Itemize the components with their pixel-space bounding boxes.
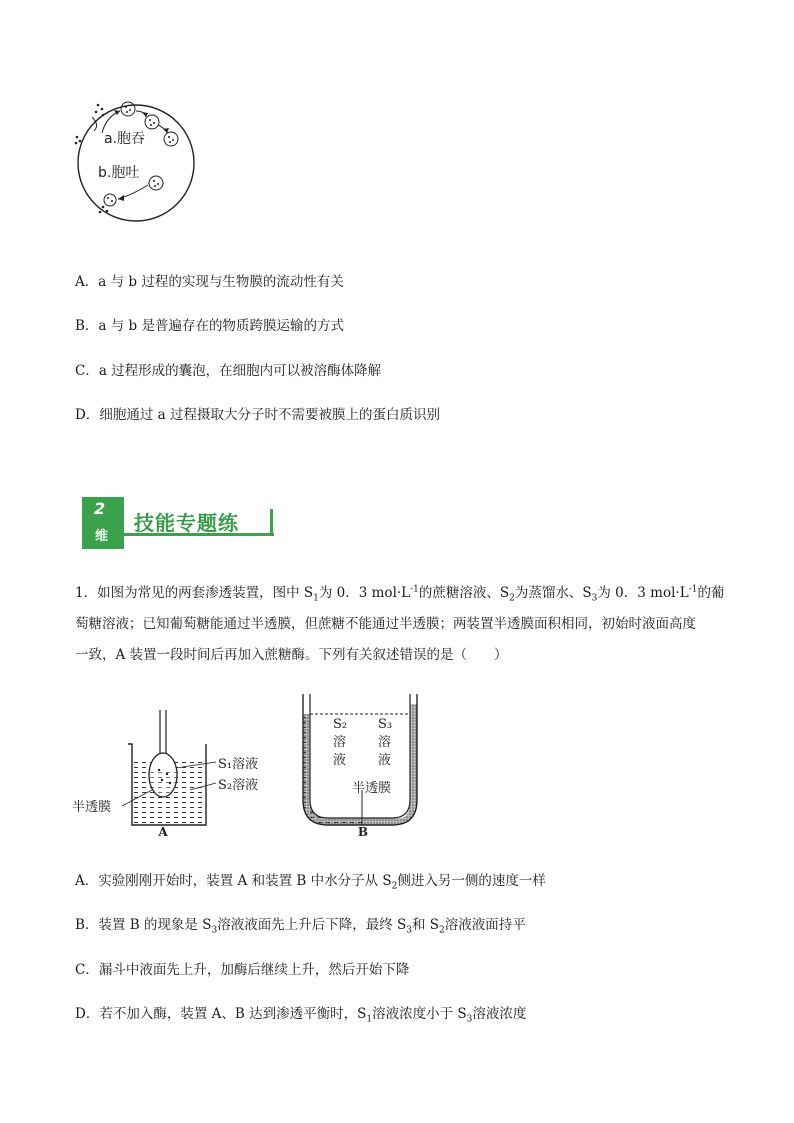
label-membrane-b: 半透膜 (352, 781, 392, 796)
label-b-s2-char1: 溶 (333, 735, 347, 750)
answer-a: A．实验刚刚开始时，装置 A 和装置 B 中水分子从 $S_2$侧进入另一侧的速度一样 (75, 873, 546, 892)
caption-b: B (357, 825, 369, 839)
question-1-line-1: 1．如图为常见的两套渗透装置，图中 $S_1$为 0．3 $mol\cdot L^{-1}$的蔗糖溶液、$S_2$为蒸馏水、$S_3$为 0．3 $mol\cdot L^{-1}$的葡 (75, 584, 725, 604)
osmosis-figure (70, 690, 430, 840)
label-membrane-a: 半透膜 (72, 800, 112, 815)
question-1-stem (75, 578, 725, 671)
question-1-line-3: 一致，A 装置一段时间后再加入蔗糖酶。下列有关叙述错误的是（ ） (75, 647, 508, 663)
cell-figure (70, 95, 200, 225)
option-d: D．细胞通过 a 过程摄取大分子时不需要被膜上的蛋白质识别 (75, 407, 440, 423)
label-exocytosis: b.胞吐 (98, 165, 140, 181)
answer-c: C．漏斗中液面先上升，加酶后继续上升，然后开始下降 (75, 962, 410, 978)
label-s2-solution: S₂溶液 (218, 778, 259, 793)
label-b-s3-char2: 液 (378, 753, 392, 768)
option-b: B．a 与 b 是普遍存在的物质跨膜运输的方式 (75, 318, 344, 334)
label-b-s2-char2: 液 (333, 753, 347, 768)
option-c: C．a 过程形成的囊泡，在细胞内可以被溶酶体降解 (75, 363, 382, 379)
apparatus-a (122, 710, 216, 825)
label-s1-solution: S₁溶液 (218, 757, 259, 772)
section-banner (82, 497, 278, 549)
label-endocytosis: a.胞吞 (104, 131, 146, 147)
label-b-s2: S₂ (333, 717, 348, 732)
answer-b: B．装置 B 的现象是 $S_3$溶液液面先上升后下降，最终 $S_3$和 $S_2$溶液液面持平 (75, 917, 526, 936)
label-b-s3-char1: 溶 (378, 735, 392, 750)
answer-d: D．若不加入酶，装置 A、B 达到渗透平衡时，$S_1$溶液浓度小于 $S_3$溶液浓度 (75, 1006, 527, 1025)
banner-corner (270, 509, 273, 536)
banner-badge-char: 维 (95, 529, 109, 544)
banner-title: 技能专题练 (134, 511, 239, 535)
question-1-line-2: 萄糖溶液；已知葡萄糖能通过半透膜，但蔗糖不能通过半透膜；两装置半透膜面积相同，初始时液面高度 (75, 616, 696, 632)
label-b-s3: S₃ (378, 717, 393, 732)
apparatus-b (303, 694, 417, 825)
caption-a: A (158, 825, 168, 839)
option-a: A．a 与 b 过程的实现与生物膜的流动性有关 (75, 274, 344, 290)
banner-badge-number: 2 (94, 499, 106, 518)
